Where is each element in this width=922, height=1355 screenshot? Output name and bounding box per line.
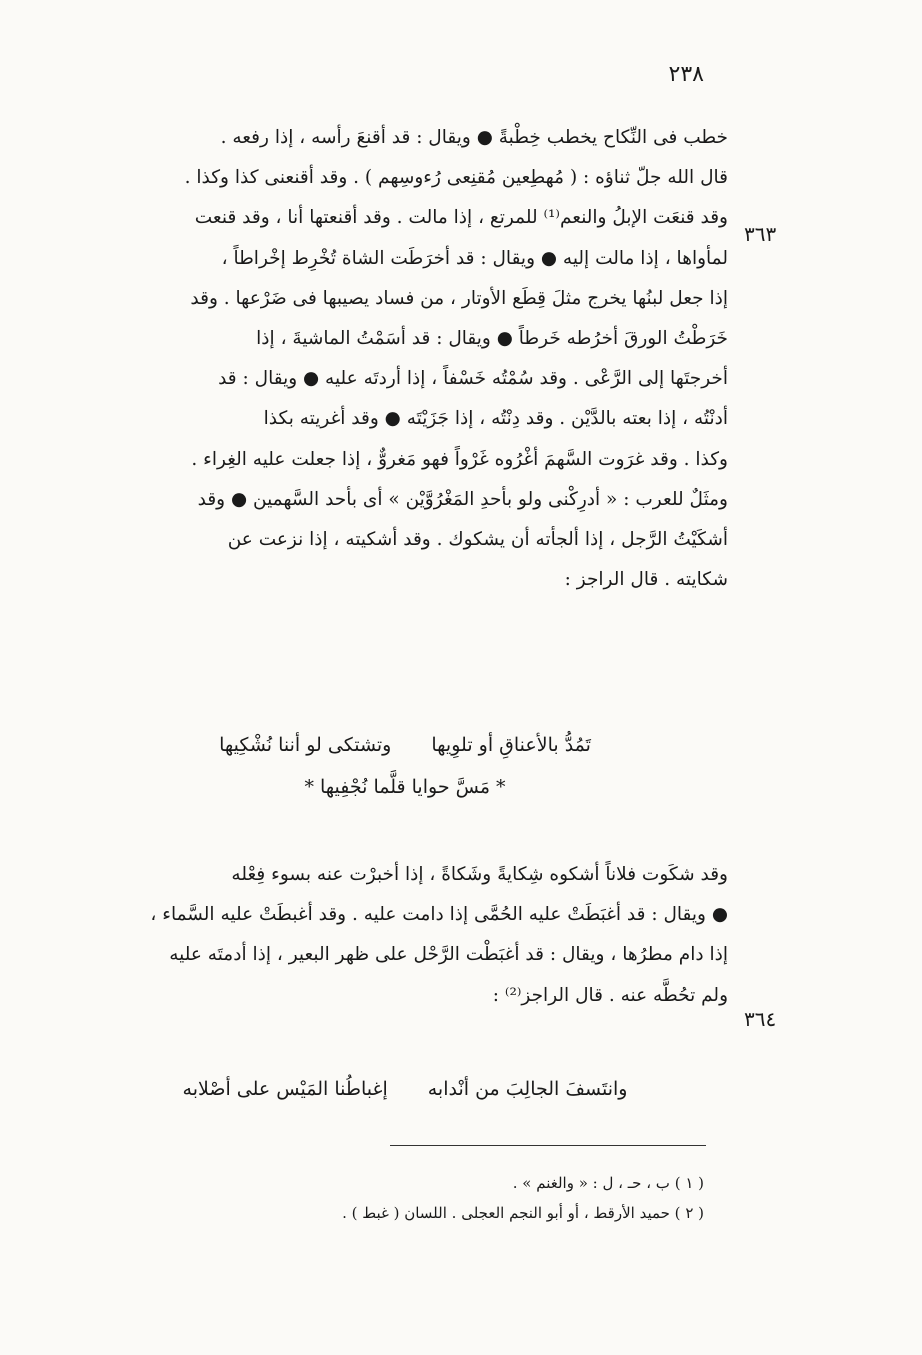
verse-line — [82, 724, 728, 766]
hemistich: وانتَسفَ الجالِبَ من أنْدابه — [427, 1078, 628, 1100]
verse-2 — [82, 1068, 728, 1110]
text-line: خطب فى النِّكاح يخطب خِطْبةً ● ويقال : قد أقنعَ رأسه ، إذا رفعه . — [220, 127, 728, 148]
text-line: خَرَطْتُ الورقَ أخرُطه خَرطاً ● ويقال : قد أسَمْتُ الماشيةَ ، إذا — [256, 328, 728, 350]
text-line: ومثَلٌ للعرب : « أدرِكْنى ولو بأحدِ المَغْرُوَّيْن » أى بأحد السَّهمين ● وقد — [197, 488, 728, 510]
footnotes — [184, 1168, 704, 1228]
margin-number-363: ٣٦٣ — [744, 222, 777, 246]
text-line: وقد شكَوت فلاناً أشكوه شِكايةً وشَكاةً ، إذا أخبرْت عنه بسوء فِعْله — [231, 864, 728, 885]
text-line: لمأواها ، إذا مالت إليه ● ويقال : قد أخرَطَت الشاة تُخْرِط إخْراطاً ، — [221, 247, 728, 269]
text-line: وكذا . وقد غرَوت السَّهمَ أغْرُوه غَرْواً فهو مَغروٌّ ، إذا جعلت عليه الغِراء . — [191, 448, 728, 470]
text-line: ● ويقال : قد أغبَطَتْ عليه الحُمَّى إذا دامت عليه . وقد أغبطَتْ عليه السَّماء ، — [150, 904, 728, 926]
footnote-divider — [390, 1145, 706, 1146]
hemistich: إغباطُنا المَيْس على أصْلابه — [182, 1078, 388, 1100]
text-line: أدنْتُه ، إذا بعته بالدَّيْن . وقد دِنْتُه ، إذا جَزَيْتَه ● وقد أغريته بكذا — [263, 408, 728, 430]
margin-number-364: ٣٦٤ — [744, 1007, 777, 1031]
text-line: قال الله جلّ ثناؤه : ( مُهطِعين مُقنِعى رُءوسِهم ) . وقد أقنعنى كذا وكذا . — [184, 167, 728, 189]
hemistich: وتشتكى لو أننا نُشْكِيها — [219, 734, 392, 756]
footnote: ( ١ ) ب ، حـ ، ل : « والغنم » . — [512, 1174, 704, 1192]
verse-1 — [82, 724, 728, 808]
text-line: إذا جعل لبنُها يخرج مثلَ قِطَع الأوتار ، من فساد يصيبها فى ضَرْعها . وقد — [190, 287, 728, 309]
text-line: شكايته . قال الراجز : — [564, 569, 728, 591]
paragraph-2 — [82, 855, 728, 1016]
verse-line: * مَسَّ حوايا قلَّما نُجْفِيها * — [304, 776, 506, 798]
paragraph-1 — [82, 118, 728, 600]
text-line: ولم تحُطَّه عنه . قال الراجز⁽²⁾ : — [492, 984, 728, 1006]
footnote: ( ٢ ) حميد الأرقط ، أو أبو النجم العجلى . اللسان ( غبط ) . — [342, 1204, 704, 1222]
text-line: إذا دام مطرُها ، ويقال : قد أغبَطْت الرَّحْل على ظهر البعير ، إذا أدمتَه عليه — [169, 944, 728, 966]
page-number: ٢٣٨ — [668, 62, 704, 87]
hemistich: تَمُدُّ بالأعناقِ أو تلوِيها — [431, 734, 591, 756]
text-line: وقد قنعَت الإبلُ والنعم⁽¹⁾ للمرتع ، إذا مالت . وقد أقنعتها أنا ، وقد قنعت — [194, 207, 728, 229]
text-line: أشكَيْتُ الرَّجل ، إذا ألجأته أن يشكوك . وقد أشكيته ، إذا نزعت عن — [227, 529, 728, 551]
text-line: أخرجتَها إلى الرَّعْى . وقد سُمْتُه خَسْفاً ، إذا أردتَه عليه ● ويقال : قد — [218, 368, 728, 390]
